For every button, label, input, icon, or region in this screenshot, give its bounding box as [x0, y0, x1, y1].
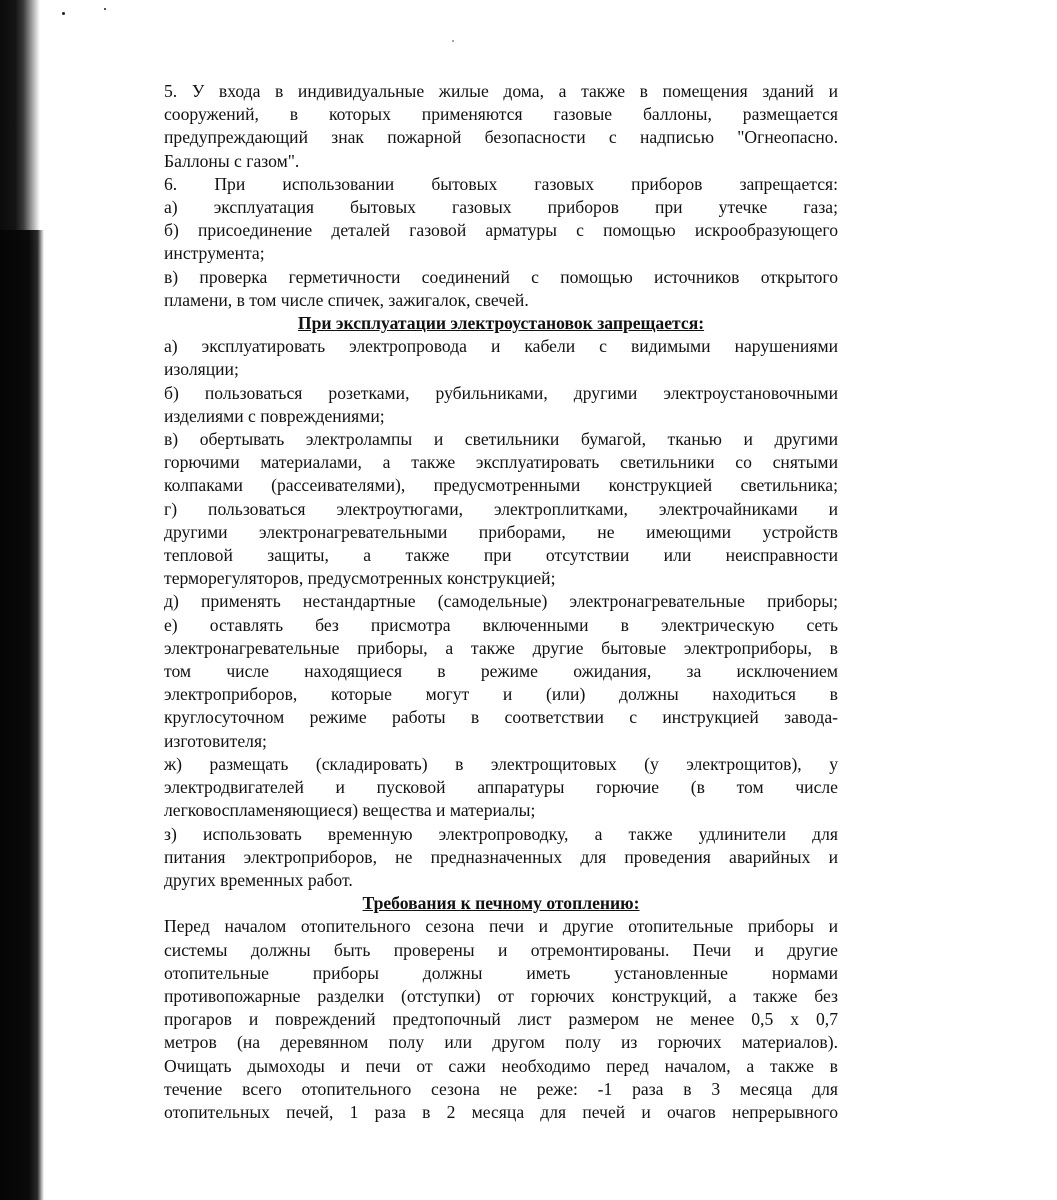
text-line: электронагревательные приборы, а также другие бытовые электроприборы, в	[164, 637, 838, 658]
text-line: 5. У входа в индивидуальные жилые дома, а также в помещения зданий и	[164, 81, 838, 101]
scan-speck	[104, 8, 106, 10]
text-line: питания электроприборов, не предназначенных для проведения аварийных и	[164, 846, 838, 867]
scan-dark-edge	[0, 230, 44, 1200]
text-line: легковоспламеняющиеся) вещества и материалы;	[164, 800, 536, 821]
text-line: е) оставлять без присмотра включенными в электрическую сеть	[164, 614, 838, 635]
text-line: системы должны быть проверены и отремонтированы. Печи и другие	[164, 939, 838, 960]
text-line: тепловой защиты, а также при отсутствии или неисправности	[164, 545, 838, 566]
text-line: Баллоны с газом".	[164, 150, 300, 171]
scan-speck	[62, 12, 65, 15]
text-line: метров (на деревянном полу или другом полу из горючих материалов).	[164, 1032, 838, 1053]
text-line: другими электронагревательными приборами, не имеющими устройств	[164, 521, 838, 542]
text-line: изоляции;	[164, 359, 239, 380]
text-line: б) пользоваться розетками, рубильниками, другими электроустановочными	[164, 382, 838, 403]
scan-speck	[452, 40, 454, 42]
text-line: предупреждающий знак пожарной безопасности с надписью "Огнеопасно.	[164, 127, 838, 148]
text-line: г) пользоваться электроутюгами, электроплитками, электрочайниками и	[164, 498, 838, 519]
text-line: прогаров и повреждений предтопочный лист размером не менее 0,5 х 0,7	[164, 1009, 838, 1030]
text-line: д) применять нестандартные (самодельные) электронагревательные приборы;	[164, 591, 838, 612]
text-line: инструмента;	[164, 243, 265, 264]
text-line: других временных работ.	[164, 869, 353, 890]
text-line: ж) размещать (складировать) в электрощитовых (у электрощитов), у	[164, 753, 838, 774]
text-line: Очищать дымоходы и печи от сажи необходимо перед началом, а также в	[164, 1055, 838, 1076]
text-line: пламени, в том числе спичек, зажигалок, свечей.	[164, 289, 529, 310]
text-line: а) эксплуатация бытовых газовых приборов при утечке газа;	[164, 197, 838, 218]
text-line: терморегуляторов, предусмотренных конструкцией;	[164, 568, 556, 589]
text-line: б) присоединение деталей газовой арматуры с помощью искрообразующего	[164, 220, 838, 241]
text-line: в) обертывать электролампы и светильники бумагой, тканью и другими	[164, 429, 838, 450]
section-heading: При эксплуатации электроустановок запрещается:	[297, 313, 705, 334]
text-line: изготовителя;	[164, 730, 267, 751]
text-line: колпаками (рассеивателями), предусмотренными конструкцией светильника;	[164, 475, 838, 496]
text-line: круглосуточном режиме работы в соответствии с инструкцией завода-	[164, 707, 838, 728]
text-line: противопожарные разделки (отступки) от горючих конструкций, а также без	[164, 985, 838, 1006]
text-line: а) эксплуатировать электропровода и кабели с видимыми нарушениями	[164, 336, 838, 357]
text-line: горючими материалами, а также эксплуатировать светильники со снятыми	[164, 452, 838, 473]
text-line: электродвигателей и пусковой аппаратуры горючие (в том числе	[164, 777, 838, 798]
text-line: отопительных печей, 1 раза в 2 месяца для печей и очагов непрерывного	[164, 1101, 838, 1122]
text-line: з) использовать временную электропроводку, а также удлинители для	[164, 823, 838, 844]
text-line: в) проверка герметичности соединений с помощью источников открытого	[164, 266, 838, 287]
text-line: течение всего отопительного сезона не реже: -1 раза в 3 месяца для	[164, 1078, 838, 1099]
text-line: изделиями с повреждениями;	[164, 405, 385, 426]
section-heading: Требования к печному отоплению:	[362, 893, 640, 914]
text-line: отопительные приборы должны иметь установленные нормами	[164, 962, 838, 983]
text-line: Перед началом отопительного сезона печи и другие отопительные приборы и	[164, 916, 838, 937]
document-body	[164, 80, 838, 1124]
text-line: 6. При использовании бытовых газовых приборов запрещается:	[164, 173, 838, 194]
text-line: том числе находящиеся в режиме ожидания, за исключением	[164, 661, 838, 682]
text-line: сооружений, в которых применяются газовые баллоны, размещается	[164, 104, 838, 125]
text-line: электроприборов, которые могут и (или) должны находиться в	[164, 684, 838, 705]
scan-dark-edge-top	[0, 0, 40, 250]
